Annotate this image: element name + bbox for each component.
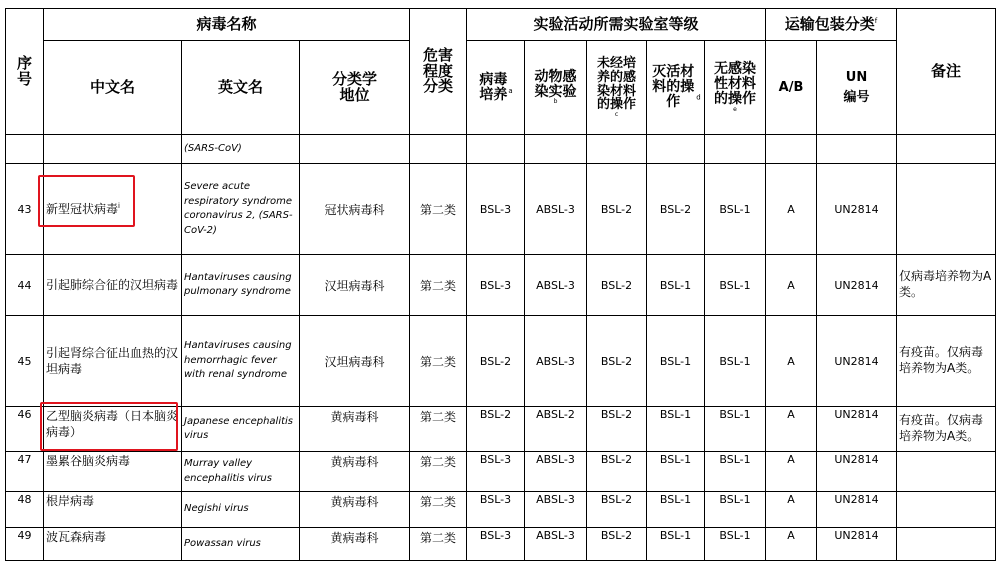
chinese-name: 引起肾综合征出血热的汉坦病毒 — [44, 316, 182, 407]
header-row-1 — [6, 9, 996, 41]
taxonomy: 汉坦病毒科 — [300, 316, 410, 407]
virus-culture-level: BSL-3 — [467, 528, 525, 561]
virus-culture-level: BSL-3 — [467, 492, 525, 528]
transport-ab: A — [766, 255, 817, 316]
row-number: 48 — [6, 492, 44, 528]
transport-ab: A — [766, 492, 817, 528]
noninfectious-material-level: BSL-1 — [705, 255, 766, 316]
animal-infection-level: ABSL-2 — [525, 407, 587, 452]
noninfectious-material-level: BSL-1 — [705, 164, 766, 255]
virus-classification-table — [5, 8, 996, 561]
taxonomy: 黄病毒科 — [300, 452, 410, 492]
english-name: (SARS-CoV) — [182, 135, 300, 164]
uncultured-material-level: BSL-2 — [587, 164, 647, 255]
virus-culture-level: BSL-3 — [467, 452, 525, 492]
table-row — [6, 255, 996, 316]
animal-infection-level: ABSL-3 — [525, 316, 587, 407]
header-transport-group: 运输包装分类$^f$ — [766, 9, 897, 41]
animal-infection-level: ABSL-3 — [525, 492, 587, 528]
remarks — [897, 164, 996, 255]
uncultured-material-level: BSL-2 — [587, 452, 647, 492]
uncultured-material-level: BSL-2 — [587, 255, 647, 316]
noninfectious-material-level: BSL-1 — [705, 492, 766, 528]
remarks: 有疫苗。仅病毒培养物为A类。 — [897, 316, 996, 407]
remarks — [897, 492, 996, 528]
chinese-name: 根岸病毒 — [44, 492, 182, 528]
header-remarks: 备注 — [897, 9, 996, 135]
english-name: Murray valley encephalitis virus — [182, 452, 300, 492]
taxonomy: 黄病毒科 — [300, 407, 410, 452]
english-name: Japanese encephalitis virus — [182, 407, 300, 452]
uncultured-material-level: BSL-2 — [587, 407, 647, 452]
inactivated-material-level: BSL-2 — [647, 164, 705, 255]
header-animal: 动物感染实验 b — [525, 41, 587, 135]
carry-over-row — [6, 135, 996, 164]
header-hazard: 危害程度分类 — [410, 9, 467, 135]
table-row — [6, 407, 996, 452]
table-body — [6, 164, 996, 561]
transport-ab: A — [766, 407, 817, 452]
inactivated-material-level: BSL-1 — [647, 452, 705, 492]
header-uncultured: 未经培养的感染材料的操作 c — [587, 41, 647, 135]
virus-culture-level: BSL-3 — [467, 255, 525, 316]
taxonomy: 汉坦病毒科 — [300, 255, 410, 316]
english-name: Severe acute respiratory syndrome coronavirus 2, (SARS-CoV-2) — [182, 164, 300, 255]
un-number: UN2814 — [817, 528, 897, 561]
inactivated-material-level: BSL-1 — [647, 316, 705, 407]
noninfectious-material-level: BSL-1 — [705, 452, 766, 492]
inactivated-material-level: BSL-1 — [647, 255, 705, 316]
header-virus-name-group: 病毒名称 — [44, 9, 410, 41]
virus-culture-level: BSL-2 — [467, 407, 525, 452]
transport-ab: A — [766, 316, 817, 407]
header-seq: 序号 — [6, 9, 44, 135]
animal-infection-level: ABSL-3 — [525, 528, 587, 561]
english-name: Hantaviruses causing hemorrhagic fever with renal syndrome — [182, 316, 300, 407]
taxonomy: 黄病毒科 — [300, 528, 410, 561]
taxonomy: 黄病毒科 — [300, 492, 410, 528]
uncultured-material-level: BSL-2 — [587, 528, 647, 561]
chinese-name: 引起肺综合征的汉坦病毒 — [44, 255, 182, 316]
noninfectious-material-level: BSL-1 — [705, 407, 766, 452]
row-number: 45 — [6, 316, 44, 407]
animal-infection-level: ABSL-3 — [525, 164, 587, 255]
transport-ab: A — [766, 452, 817, 492]
footnote-mark: i — [118, 201, 120, 210]
remarks: 仅病毒培养物为A类。 — [897, 255, 996, 316]
taxonomy: 冠状病毒科 — [300, 164, 410, 255]
table-row — [6, 316, 996, 407]
virus-culture-level: BSL-2 — [467, 316, 525, 407]
hazard-class: 第二类 — [410, 528, 467, 561]
uncultured-material-level: BSL-2 — [587, 492, 647, 528]
header-noninfectious: 无感染性材料的操作 e — [705, 41, 766, 135]
un-number: UN2814 — [817, 452, 897, 492]
hazard-class: 第二类 — [410, 492, 467, 528]
table-row — [6, 452, 996, 492]
row-number: 43 — [6, 164, 44, 255]
hazard-class: 第二类 — [410, 316, 467, 407]
virus-culture-level: BSL-3 — [467, 164, 525, 255]
noninfectious-material-level: BSL-1 — [705, 528, 766, 561]
remarks: 有疫苗。仅病毒培养物为A类。 — [897, 407, 996, 452]
un-number: UN2814 — [817, 255, 897, 316]
header-row-2 — [6, 41, 996, 135]
header-culture: 病毒培养$^a$ — [467, 41, 525, 135]
hazard-class: 第二类 — [410, 164, 467, 255]
english-name: Powassan virus — [182, 528, 300, 561]
animal-infection-level: ABSL-3 — [525, 452, 587, 492]
transport-ab: A — [766, 164, 817, 255]
header-lab-group: 实验活动所需实验室等级 — [467, 9, 766, 41]
chinese-name: 波瓦森病毒 — [44, 528, 182, 561]
remarks — [897, 528, 996, 561]
inactivated-material-level: BSL-1 — [647, 407, 705, 452]
un-number: UN2814 — [817, 407, 897, 452]
table-row — [6, 164, 996, 255]
row-number: 44 — [6, 255, 44, 316]
noninfectious-material-level: BSL-1 — [705, 316, 766, 407]
inactivated-material-level: BSL-1 — [647, 492, 705, 528]
english-name: Hantaviruses causing pulmonary syndrome — [182, 255, 300, 316]
remarks — [897, 452, 996, 492]
english-name: Negishi virus — [182, 492, 300, 528]
header-en-name: 英文名 — [182, 41, 300, 135]
hazard-class: 第二类 — [410, 255, 467, 316]
un-number: UN2814 — [817, 316, 897, 407]
chinese-name: 乙型脑炎病毒（日本脑炎病毒） — [44, 407, 182, 452]
inactivated-material-level: BSL-1 — [647, 528, 705, 561]
un-number: UN2814 — [817, 492, 897, 528]
row-number: 46 — [6, 407, 44, 452]
row-number: 49 — [6, 528, 44, 561]
animal-infection-level: ABSL-3 — [525, 255, 587, 316]
header-ab: A/B — [766, 41, 817, 135]
header-cn-name: 中文名 — [44, 41, 182, 135]
uncultured-material-level: BSL-2 — [587, 316, 647, 407]
row-number: 47 — [6, 452, 44, 492]
un-number: UN2814 — [817, 164, 897, 255]
header-taxonomy: 分类学地位 — [300, 41, 410, 135]
transport-ab: A — [766, 528, 817, 561]
chinese-name: 新型冠状病毒$^i$ — [44, 164, 182, 255]
hazard-class: 第二类 — [410, 452, 467, 492]
chinese-name: 墨累谷脑炎病毒 — [44, 452, 182, 492]
table-row — [6, 492, 996, 528]
header-un: UN 编号 — [817, 41, 897, 135]
header-inactivated: 灭活材料的操作 $^d$ — [647, 41, 705, 135]
hazard-class: 第二类 — [410, 407, 467, 452]
table-row — [6, 528, 996, 561]
